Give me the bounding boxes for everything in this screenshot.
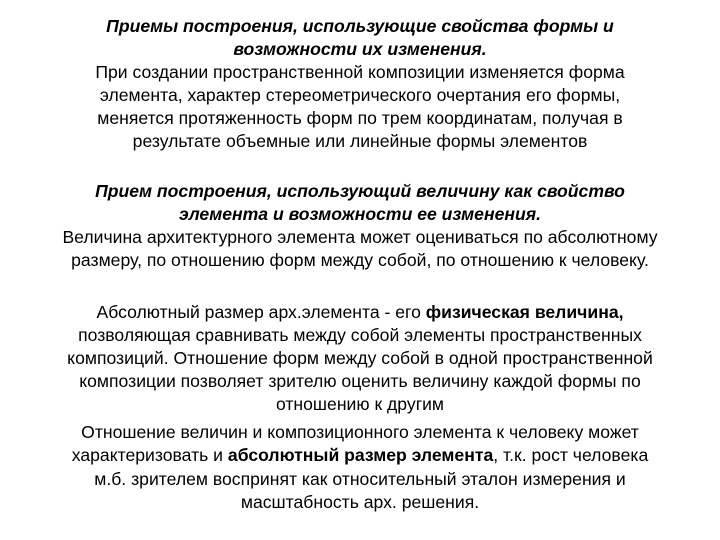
section3-line6: Отношение величин и композиционного элемента к человеку может — [81, 422, 639, 442]
section1-body-line3: меняется протяженность форм по трем координатам, получая в — [97, 108, 623, 128]
section1-body-line1: При создании пространственной композиции изменяется форма — [95, 62, 625, 82]
section2-body-line1: Величина архитектурного элемента может оцениваться по абсолютному — [62, 227, 658, 247]
section3-line7-suffix: , т.к. рост человека — [493, 445, 649, 465]
section2-heading-line2: элемента и возможности ее изменения. — [179, 204, 541, 224]
section3-line5: отношению к другим — [275, 394, 445, 414]
section3-line1-prefix: Абсолютный размер арх.элемента - его — [96, 302, 426, 322]
section3-line3: композиций. Отношение форм между собой в одной пространственной — [67, 348, 653, 368]
section3-line7 — [0, 444, 720, 466]
section2-body-line2: размеру, по отношению форм между собой, по отношению к человеку. — [71, 250, 649, 270]
section2-heading-line1: Прием построения, использующий величину как свойство — [95, 181, 625, 201]
section1-body-line4: результате объемные или линейные формы элементов — [132, 131, 588, 151]
section3-line8: м.б. зрителем воспринят как относительный эталон измерения и — [94, 469, 626, 489]
section1-heading-line1: Приемы построения, использующие свойства формы и — [106, 16, 614, 36]
section3-line9: масштабность арх. решения. — [240, 492, 480, 512]
section3-line7-prefix: характеризовать и — [71, 445, 228, 465]
section3-line1 — [0, 301, 720, 323]
section3-line2: позволяющая сравнивать между собой элементы пространственных — [78, 325, 642, 345]
section3-line4: композиции позволяет зрителю оценить величину каждой формы по — [79, 371, 641, 391]
section3-line1-bold: физическая величина, — [425, 302, 624, 322]
section1-body-line2: элемента, характер стереометрического очертания его формы, — [99, 85, 621, 105]
section3-line7-bold: абсолютный размер элемента — [227, 445, 494, 465]
section1-heading-line2: возможности их изменения. — [233, 39, 487, 59]
